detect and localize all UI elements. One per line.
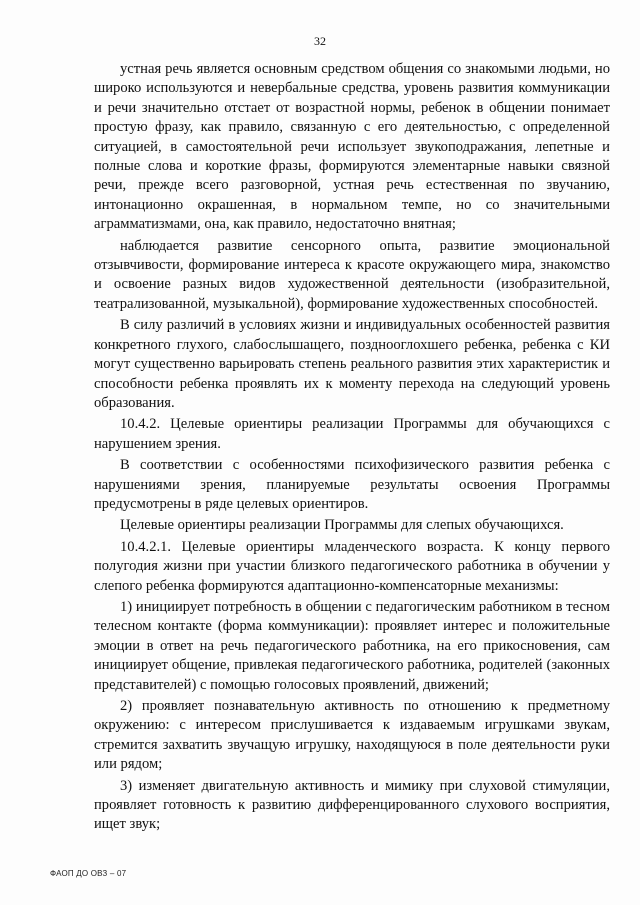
section-heading: 10.4.2. Целевые ориентиры реализации Программы для обучающихся с нарушением зрения. [94,416,610,452]
paragraph: устная речь является основным средством общения со знакомыми людьми, но широко используются и невербальные средства, уровень развития коммуникации и речи значительно отстает от возрастной нормы, ребенок в общении понимает простую фразу, как правило, связанную с его деятельностью, с определенной ситуацией, в самостоятельной речи использует звукоподражания, лепетные и полные слова и короткие фразы, формируются элементарные навыки связной речи, прежде всего разговорной, устная речь естественная по звучанию, интонационно окрашенная, в нормальном темпе, но со значительными аграмматизмами, она, как правило, недостаточно внятная; [94,61,610,233]
paragraph: В силу различий в условиях жизни и индивидуальных особенностей развития конкретного глухого, слабослышащего, позднооглохшего ребенка, ребенка с КИ могут существенно варьировать степень реального развития этих характеристик и способности ребенка проявлять их к моменту перехода на следующий уровень образования. [94,317,610,411]
list-item: 1) инициирует потребность в общении с педагогическим работником в тесном телесном контакте (форма коммуникации): проявляет интерес и положительные эмоции в ответ на речь педагогического работника, на его прикосновения, сам инициирует общение, привлекая педагогического работника, родителей (законных представителей) с помощью голосовых проявлений, движений; [94,598,610,693]
paragraph: наблюдается развитие сенсорного опыта, развитие эмоциональной отзывчивости, формирование интереса к красоте окружающего мира, знакомство и освоение разных видов художественной деятельности (изобразительной, театрализованной, музыкальной), формирование художественных способностей. [94,237,610,312]
page-number: 32 [314,34,326,48]
paragraph: В соответствии с особенностями психофизического развития ребенка с нарушениями зрения, планируемые результаты освоения Программы предусмотрены в ряде целевых ориентиров. [94,457,610,512]
body-text [94,60,610,835]
list-item: 3) изменяет двигательную активность и мимику при слуховой стимуляции, проявляет готовность к развитию дифференцированного слухового восприятия, ищет звук; [94,777,610,833]
document-footer: ФАОП ДО ОВЗ – 07 [50,869,127,878]
paragraph: 10.4.2.1. Целевые ориентиры младенческого возраста. К концу первого полугодия жизни при участии близкого педагогического работника в обучении у слепого ребенка формируются адаптационно-компенсаторные механизмы: [94,538,610,594]
subsection-heading: Целевые ориентиры реализации Программы для слепых обучающихся. [120,517,564,534]
list-item: 2) проявляет познавательную активность по отношению к предметному окружению: с интересом прислушивается к издаваемым игрушками звукам, стремится захватить звучащую игрушку, находящуюся в поле деятельности руки или рядом; [94,698,610,773]
